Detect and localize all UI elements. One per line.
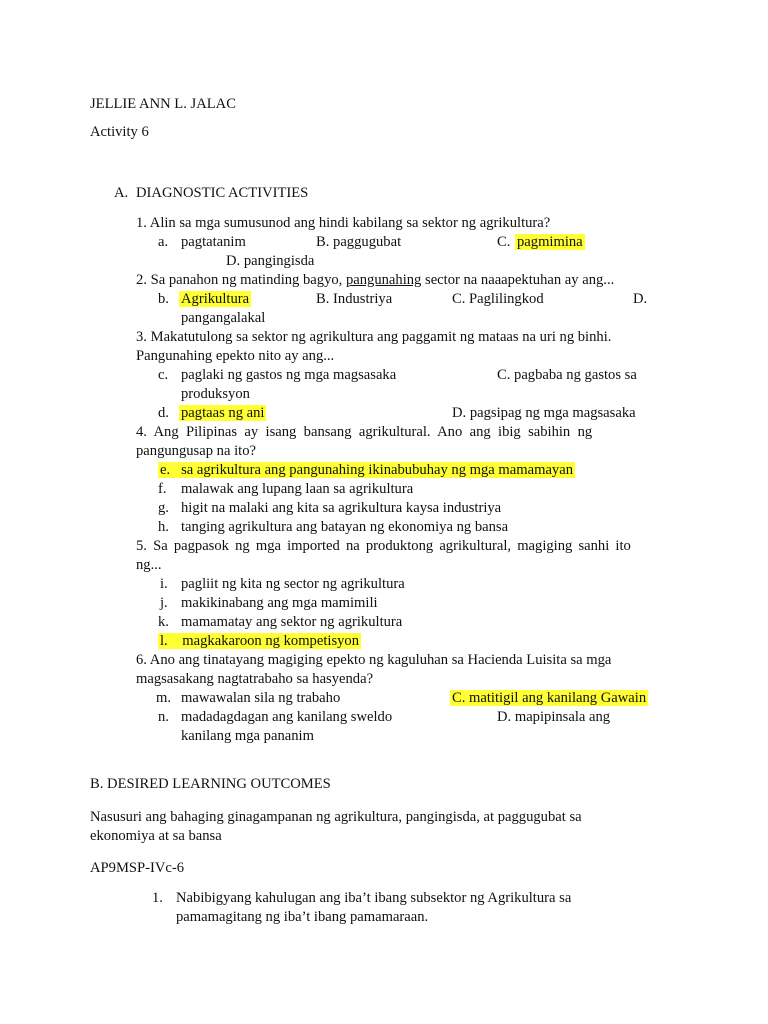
q2-text-post: sector na naaapektuhan ay ang... <box>425 272 615 288</box>
q5-letter-k: k. <box>158 614 169 630</box>
q4-option-e <box>158 461 575 479</box>
q3-option-a: paglaki ng gastos ng mga magsasaka <box>181 367 397 383</box>
q2-highlighted-answer: Agrikultura <box>181 291 250 307</box>
q1-option-c-prefix: C. <box>497 234 511 250</box>
q4-letter-g: g. <box>158 500 169 516</box>
q1-option-a: pagtatanim <box>181 234 246 250</box>
q5-option-k: mamamatay ang sektor ng agrikultura <box>181 614 403 630</box>
q1-highlighted-answer: pagmimina <box>517 234 583 250</box>
outcome-text-line1: Nabibigyang kahulugan ang iba’t ibang subsektor ng Agrikultura sa <box>176 890 572 906</box>
q2-option-c: C. Paglilingkod <box>452 291 544 307</box>
q6-option-b: madadagdagan ang kanilang sweldo <box>181 709 393 725</box>
q4-option-e-text: sa agrikultura ang pangunahing ikinabubuhay ng mga mamamayan <box>181 462 573 478</box>
q6-highlighted-answer: C. matitigil ang kanilang Gawain <box>452 690 647 706</box>
q3-text-line2: Pangunahing epekto nito ay ang... <box>136 348 335 364</box>
q2-option-d-prefix: D. <box>633 291 648 307</box>
competency-code: AP9MSP-IVc-6 <box>90 860 185 876</box>
q3-letter-c: c. <box>158 367 169 383</box>
q2-letter-b: b. <box>158 291 169 307</box>
q4-letter-e: e. <box>160 462 171 478</box>
q4-letter-h: h. <box>158 519 169 535</box>
q6-option-d-cont: kanilang mga pananim <box>181 728 314 744</box>
q1-option-d: D. pangingisda <box>226 253 315 269</box>
activity-title: Activity 6 <box>90 124 149 140</box>
q6-option-d: D. mapipinsala ang <box>497 709 611 725</box>
q6-text-line2: magsasakang nagtatrabaho sa hasyenda? <box>136 671 374 687</box>
q5-highlighted-answer <box>158 633 361 649</box>
q3-option-a-cont: produksyon <box>181 386 250 402</box>
q6-letter-m: m. <box>156 690 171 706</box>
q5-letter-j: j. <box>160 595 168 611</box>
q2-text <box>136 271 614 289</box>
section-b-para-line1: Nasusuri ang bahaging ginagampanan ng agrikultura, pangingisda, at paggugubat sa <box>90 809 582 825</box>
q1-letter-a: a. <box>158 234 169 250</box>
q3-letter-d: d. <box>158 405 169 421</box>
q4-text-line2: pangungusap na ito? <box>136 443 256 459</box>
q4-option-h: tanging agrikultura ang batayan ng ekonomiya ng bansa <box>181 519 509 535</box>
q5-option-i: pagliit ng kita ng sector ng agrikultura <box>181 576 405 592</box>
q4-option-g: higit na malaki ang kita sa agrikultura kaysa industriya <box>181 500 502 516</box>
q2-option-a <box>179 290 251 308</box>
q2-text-pre: 2. Sa panahon ng matinding bagyo, <box>136 272 343 288</box>
q4-highlighted-answer <box>158 462 575 478</box>
q1-option-c <box>515 233 585 251</box>
q6-letter-n: n. <box>158 709 169 725</box>
q2-underlined-word: pangunahing <box>345 272 422 288</box>
q5-letter-i: i. <box>160 576 168 592</box>
q6-option-a: mawawalan sila ng trabaho <box>181 690 341 706</box>
q4-letter-f: f. <box>158 481 167 497</box>
q3-option-d: D. pagsipag ng mga magsasaka <box>452 405 636 421</box>
q5-text-line1: 5. Sa pagpasok ng mga imported na produktong agrikultural, magiging sanhi ito <box>136 538 631 554</box>
q4-option-f: malawak ang lupang laan sa agrikultura <box>181 481 414 497</box>
q5-text-line2: ng... <box>136 557 162 573</box>
q1-text: 1. Alin sa mga sumusunod ang hindi kabilang sa sektor ng agrikultura? <box>136 215 551 231</box>
outcome-number: 1. <box>152 890 163 906</box>
q2-option-b: B. Industriya <box>316 291 393 307</box>
q3-option-b <box>179 404 266 422</box>
q5-option-l-text: magkakaroon ng kompetisyon <box>182 633 360 649</box>
student-name: JELLIE ANN L. JALAC <box>90 96 236 112</box>
q1-option-b: B. paggugubat <box>316 234 402 250</box>
q2-option-d: pangangalakal <box>181 310 266 326</box>
q6-option-c <box>450 689 648 707</box>
q3-text-line1: 3. Makatutulong sa sektor ng agrikultura ang paggamit ng mataas na uri ng binhi. <box>136 329 612 345</box>
q3-highlighted-answer: pagtaas ng ani <box>181 405 265 421</box>
section-b-para-line2: ekonomiya at sa bansa <box>90 828 222 844</box>
q3-option-c: C. pagbaba ng gastos sa <box>497 367 637 383</box>
q5-option-l <box>158 632 361 650</box>
section-b-title: B. DESIRED LEARNING OUTCOMES <box>90 776 331 792</box>
q5-option-j: makikinabang ang mga mamimili <box>181 595 378 611</box>
q4-text-line1: 4. Ang Pilipinas ay isang bansang agrikultural. Ano ang ibig sabihin ng <box>136 424 593 440</box>
q6-text-line1: 6. Ano ang tinatayang magiging epekto ng kaguluhan sa Hacienda Luisita sa mga <box>136 652 612 668</box>
section-a-title: DIAGNOSTIC ACTIVITIES <box>136 185 309 201</box>
section-a-letter: A. <box>114 185 129 201</box>
outcome-text-line2: pamamagitang ng iba’t ibang pamamaraan. <box>176 909 429 925</box>
q5-letter-l: l. <box>160 633 168 649</box>
